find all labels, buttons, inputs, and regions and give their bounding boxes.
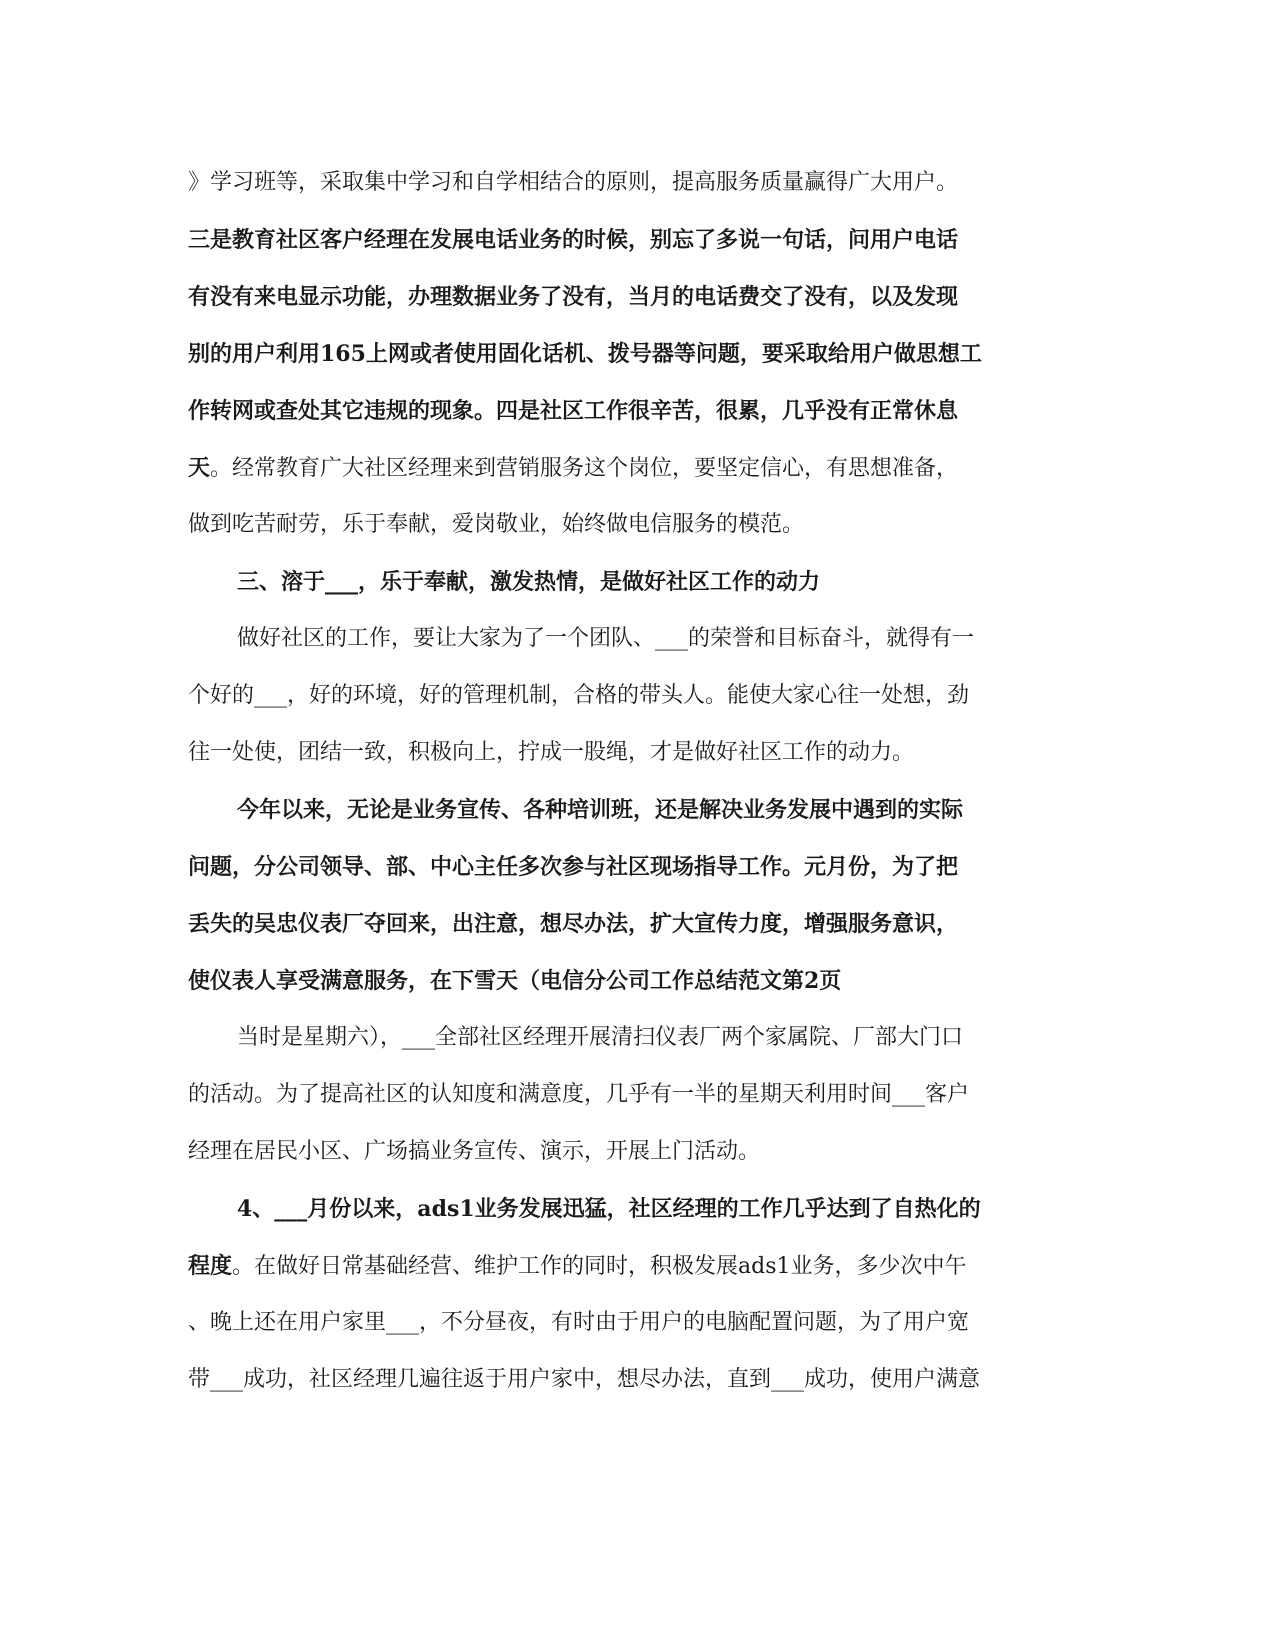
text-line: 今年以来，无论是业务宣传、各种培训班，还是解决业务发展中遇到的实际 [237, 797, 964, 823]
text-line: 问题，分公司领导、部、中心主任多次参与社区现场指导工作。元月份，为了把 [188, 854, 959, 880]
text-line: 程度。在做好日常基础经营、维护工作的同时，积极发展ads1业务，多少次中午 [188, 1253, 967, 1279]
text-line: 的活动。为了提高社区的认知度和满意度，几乎有一半的星期天利用时间___客户 [188, 1082, 970, 1107]
text-line: 往一处使，团结一致，积极向上，拧成一股绳，才是做好社区工作的动力。 [188, 740, 915, 765]
text-line: 做到吃苦耐劳，乐于奉献，爱岗敬业，始终做电信服务的模范。 [188, 512, 805, 537]
text-line: 》学习班等，采取集中学习和自学相结合的原则，提高服务质量赢得广大用户。 [188, 170, 959, 195]
text-line: 当时是星期六），___全部社区经理开展清扫仪表厂两个家属院、厂部大门口 [237, 1025, 964, 1050]
text-line: 做好社区的工作，要让大家为了一个团队、___的荣誉和目标奋斗，就得有一 [237, 626, 975, 651]
text-line: 带___成功，社区经理几遍往返于用户家中，想尽办法，直到___成功，使用户满意 [188, 1367, 981, 1392]
text-line: 三是教育社区客户经理在发展电话业务的时候，别忘了多说一句话，问用户电话 [188, 227, 959, 253]
text-line: 经理在居民小区、广场搞业务宣传、演示，开展上门活动。 [188, 1139, 761, 1164]
text-line: 作转网或查处其它违规的现象。四是社区工作很辛苦，很累，几乎没有正常休息 [188, 398, 959, 424]
text-line: 有没有来电显示功能，办理数据业务了没有，当月的电话费交了没有，以及发现 [188, 284, 959, 310]
text-line: 、晚上还在用户家里___，不分昼夜，有时由于用户的电脑配置问题，为了用户宽 [188, 1310, 970, 1335]
text-line: 使仪表人享受满意服务，在下雪天（电信分公司工作总结范文第2页 [188, 968, 842, 994]
text-line: 个好的___，好的环境，好的管理机制，合格的带头人。能使大家心往一处想，劲 [188, 683, 970, 708]
text-line: 别的用户利用165上网或者使用固化话机、拨号器等问题，要采取给用户做思想工 [188, 341, 982, 367]
text-line: 丢失的吴忠仪表厂夺回来，出注意，想尽办法，扩大宣传力度，增强服务意识， [188, 911, 959, 937]
text-line: 4、___月份以来，ads1业务发展迅猛，社区经理的工作几乎达到了自热化的 [237, 1196, 981, 1222]
section-heading: 三、溶于___，乐于奉献，激发热情，是做好社区工作的动力 [237, 569, 821, 595]
text-line: 天。经常教育广大社区经理来到营销服务这个岗位，要坚定信心，有思想准备， [188, 455, 959, 481]
